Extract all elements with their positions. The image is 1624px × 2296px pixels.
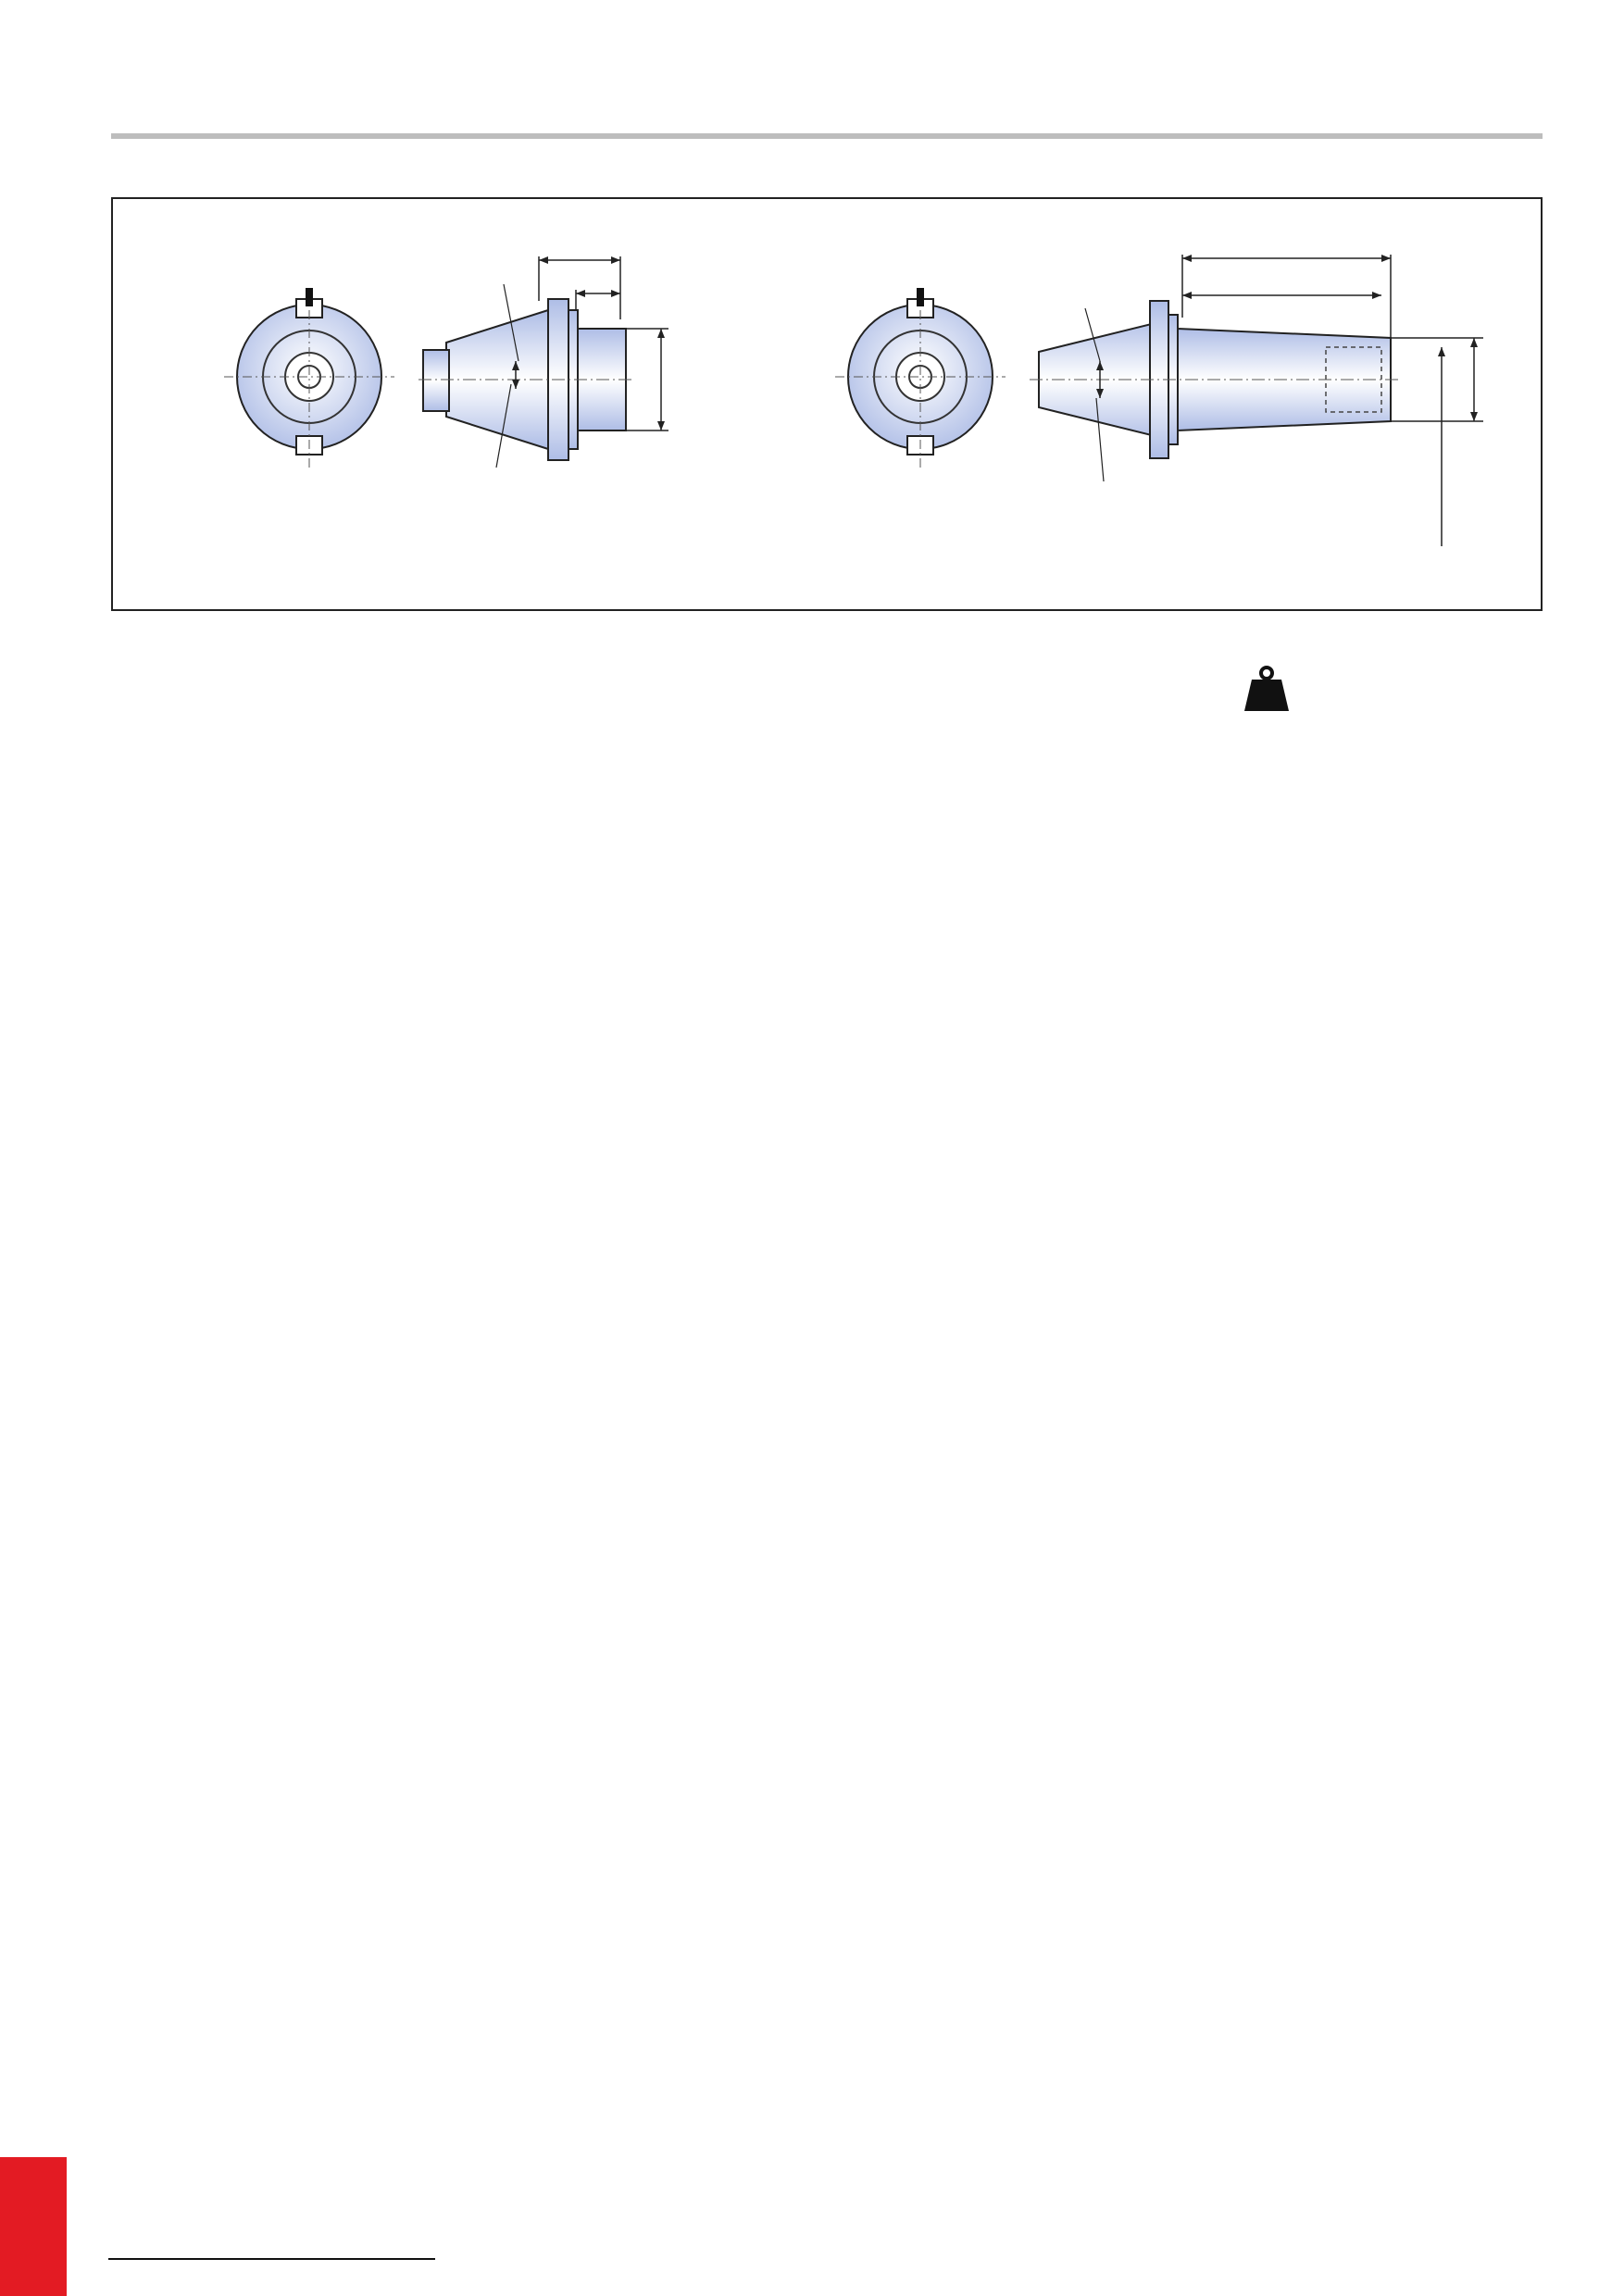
technical-drawings [113, 199, 1544, 613]
fig2-side-view [1030, 255, 1483, 546]
figure-panel [111, 197, 1543, 611]
header-rule [111, 133, 1543, 139]
fig2-end-view [835, 288, 1006, 468]
section-tab [0, 2157, 67, 2296]
fig1-end-view [224, 288, 394, 468]
fig1-side-view [418, 256, 668, 468]
weight-icon [1243, 665, 1291, 713]
advance-machining-logo [106, 2213, 440, 2287]
